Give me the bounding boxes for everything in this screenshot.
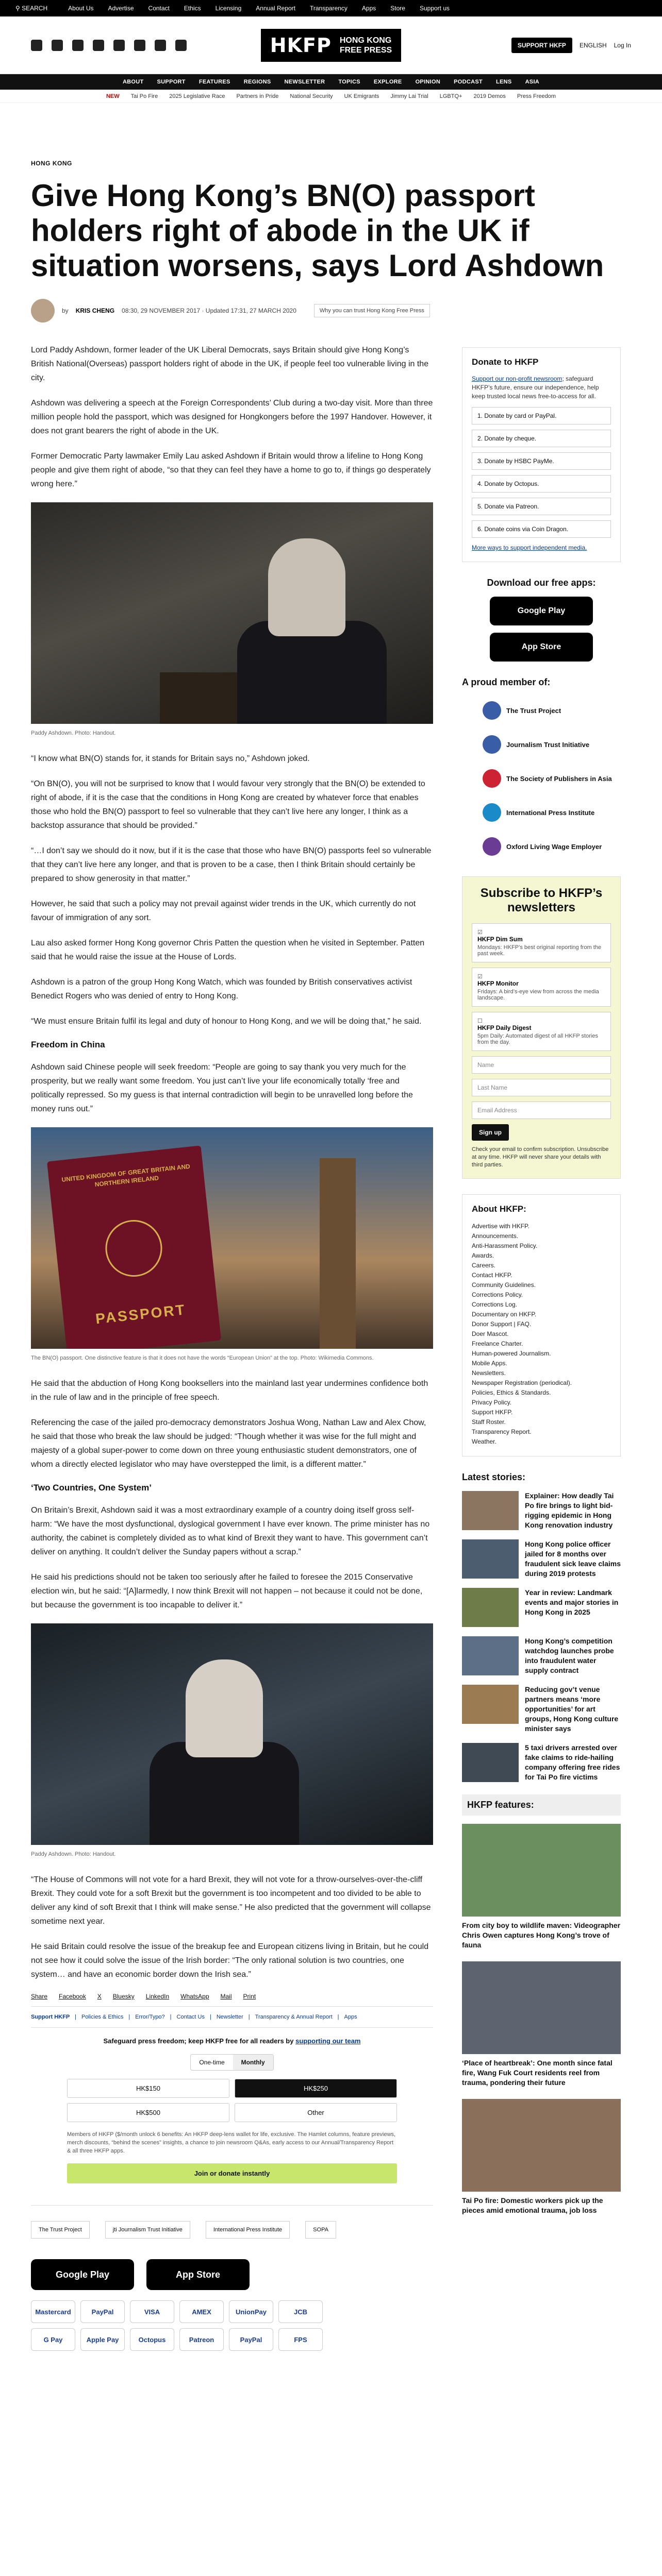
share-x[interactable]: X: [97, 1993, 102, 2000]
masthead: [0, 16, 662, 74]
story-thumbnail: [462, 1685, 519, 1724]
about-link[interactable]: Doer Mascot.: [472, 1330, 509, 1337]
latest-story[interactable]: [462, 1685, 621, 1734]
linkedin-icon[interactable]: [113, 40, 125, 51]
ashdown-photo: [31, 502, 433, 724]
paragraph: Ashdown was delivering a speech at the Foreign Correspondents’ Club during a two-day visit. More than three million people hold the passport, which was designed for Hongkongers before the 1997 Handover. However, it does not grant bearers the right of abode in the UK.: [31, 399, 433, 435]
share-bar: [31, 1993, 433, 2000]
share-print[interactable]: Print: [243, 1993, 256, 2000]
about-link[interactable]: Weather.: [472, 1438, 496, 1445]
feature-story[interactable]: [462, 2099, 621, 2215]
support-link[interactable]: Support HKFP: [31, 2014, 70, 2020]
story-title: Hong Kong’s competition watchdog launches probe into fraudulent water supply contract: [525, 1637, 614, 1674]
ashdown-photo-2: [31, 1623, 433, 1845]
top-link-about[interactable]: About Us: [68, 5, 94, 12]
trust-project-icon: [483, 701, 501, 720]
rss-icon[interactable]: [175, 40, 187, 51]
about-link[interactable]: Freelance Charter.: [472, 1340, 523, 1347]
logo-line2: FREE PRESS: [339, 45, 392, 55]
social-icons: [31, 40, 206, 51]
feature-story[interactable]: [462, 1824, 621, 1950]
donate-option[interactable]: 1. Donate by card or PayPal.: [472, 407, 611, 425]
about-link[interactable]: Donor Support | FAQ.: [472, 1320, 532, 1328]
newsletter-desc: Fridays: A bird’s-eye view from across the media landscape.: [477, 989, 599, 1001]
newsletter-fine-print: Check your email to confirm subscription. Unsubscribe at any time. HKFP will never share your details with third parties.: [472, 1146, 609, 1168]
about-link[interactable]: Community Guidelines.: [472, 1281, 536, 1289]
paragraph: “We must ensure Britain fulfil its legal and duty of honour to Hong Kong, and we will be doing that,” he said.: [31, 1017, 422, 1026]
member-logo[interactable]: [462, 798, 621, 827]
about-title: About HKFP:: [472, 1204, 526, 1214]
about-link[interactable]: Contact HKFP.: [472, 1272, 512, 1279]
story-title: Hong Kong police officer jailed for 8 months over fraudulent sick leave claims during 2019 protests: [525, 1540, 621, 1578]
paragraph: Ashdown said Chinese people will seek freedom: “People are going to say thank you very much for the prosperity, but we really want some freedom. You just can’t live your life economically totally ‘free and politically repressed. So my guess is that internal contradiction will begin to be unravelled long before the money runs out.”: [31, 1063, 413, 1113]
big-ben-shape: [320, 1158, 356, 1349]
latest-story[interactable]: [462, 1491, 621, 1530]
newsletter-option[interactable]: ☑ HKFP Monitor Fridays: A bird’s-eye view from across the media landscape.: [472, 968, 611, 1007]
about-link[interactable]: Corrections Log.: [472, 1301, 518, 1308]
newsletter-widget: [462, 876, 621, 1179]
trending-item[interactable]: Jimmy Lai Trial: [390, 93, 428, 99]
paragraph: “On BN(O), you will not be surprised to know that I would favour very strongly that the BN(O) be extended to right of abode, if it is the case that the conditions in Hong Kong are created by whatever force that enables those who hold the BN(O) passport to feel so vulnerable that they can’t live here any longer, I think as a backstop assurance that should be provided.”: [31, 779, 425, 830]
story-thumbnail: [462, 1588, 519, 1627]
sidebar-app-store-button[interactable]: App Store: [490, 633, 593, 662]
suit-shape: [150, 1742, 299, 1845]
feature-story[interactable]: [462, 1961, 621, 2088]
newsletter-option[interactable]: ☑ HKFP Dim Sum Mondays: HKFP’s best original reporting from the past week.: [472, 923, 611, 962]
trending-item[interactable]: LGBTQ+: [439, 93, 462, 99]
passport-crest: [103, 1217, 165, 1280]
feature-thumbnail: [462, 1961, 621, 2054]
paragraph: “The House of Commons will not vote for a hard Brexit, they will not vote for a throw-ourselves-over-the-cliff Brexit. They could vote for a soft Brexit but the government is too incompetent and too divided to be able to deliver any kind of soft Brexit that I think will make sense.” He also predicted that the government will collapse sometime next year.: [31, 1875, 431, 1926]
about-link[interactable]: Human-powered Journalism.: [472, 1350, 551, 1357]
paragraph: He said his predictions should not be taken too seriously after he failed to foresee the 2015 Conservative election win, but he said: “[A]larmedly, I now think Brexit will not happen – not because it could not be done, but because the government is too incapable to deliver it.”: [31, 1573, 423, 1609]
badge-sopa[interactable]: SOPA: [305, 2221, 336, 2239]
story-thumbnail: [462, 1743, 519, 1782]
top-link-contact[interactable]: Contact: [148, 5, 170, 12]
google-play-button[interactable]: Google Play: [31, 2259, 134, 2290]
paragraph: He said that the abduction of Hong Kong booksellers into the mainland last year undermines confidence both in the rule of law and in the principle of free speech.: [31, 1379, 428, 1402]
paypal-icon[interactable]: PayPal: [229, 2328, 273, 2351]
patreon-icon[interactable]: Patreon: [179, 2328, 224, 2351]
passport-shape: [47, 1145, 221, 1349]
member-logo[interactable]: [462, 730, 621, 759]
feature-thumbnail: [462, 1824, 621, 1917]
language-selector[interactable]: ENGLISH: [579, 41, 607, 49]
paragraph: He said Britain could resolve the issue of the breakup fee and European citizens living in Britain, but he could not see how it could solve the issue of the Irish border: “The only rational solution is two countries, one system… and have an economic border down the Irish sea.”: [31, 1942, 429, 1979]
frequency-one-time[interactable]: One-time: [199, 2059, 225, 2066]
sopa-icon: [483, 769, 501, 788]
paypal-icon[interactable]: PayPal: [80, 2300, 125, 2323]
latest-story[interactable]: [462, 1636, 621, 1675]
app-store-buttons: [31, 2259, 433, 2290]
member-logo[interactable]: [462, 832, 621, 861]
share-label: Share: [31, 1993, 48, 2000]
trending-item[interactable]: Press Freedom: [517, 93, 556, 99]
latest-story[interactable]: [462, 1588, 621, 1627]
member-name: International Press Institute: [506, 808, 595, 817]
newsletter-option[interactable]: ☐ HKFP Daily Digest 5pm Daily: Automated digest of all HKFP stories from the day.: [472, 1012, 611, 1051]
member-logo[interactable]: [462, 696, 621, 725]
top-link-store[interactable]: Store: [390, 5, 405, 12]
newsletter-name: HKFP Daily Digest: [477, 1024, 532, 1031]
instagram-icon[interactable]: [72, 40, 84, 51]
last-name-field[interactable]: Last Name: [472, 1079, 611, 1096]
support-link[interactable]: Error/Typo?: [135, 2014, 165, 2020]
logo-line1: HONG KONG: [339, 36, 392, 45]
story-title: Year in review: Landmark events and major stories in Hong Kong in 2025: [525, 1588, 619, 1616]
unionpay-icon[interactable]: UnionPay: [229, 2300, 273, 2323]
jti-icon: [483, 735, 501, 754]
passport-photo: [31, 1127, 433, 1349]
donate-widget-text: [472, 375, 611, 401]
youtube-icon[interactable]: [93, 40, 104, 51]
support-link[interactable]: Contact Us: [176, 2014, 205, 2020]
hkfp-logo[interactable]: [261, 29, 401, 62]
mastercard-icon[interactable]: Mastercard: [31, 2300, 75, 2323]
feature-title: From city boy to wildlife maven: Videographer Chris Owen captures Hong Kong’s trove of fauna: [462, 1921, 621, 1949]
member-title: A proud member of:: [462, 677, 551, 687]
passport-label: UNITED KINGDOM OF GREAT BRITAIN AND NORTHERN IRELAND: [61, 1162, 191, 1189]
member-logos: [462, 696, 621, 861]
donate-widget: [462, 347, 621, 562]
donate-options: [472, 407, 611, 538]
article-dates: 08:30, 29 NOVEMBER 2017 · Updated 17:31, 27 MARCH 2020: [122, 307, 296, 314]
donate-option[interactable]: 6. Donate coins via Coin Dragon.: [472, 520, 611, 538]
logo-mark: HKFP: [270, 33, 332, 57]
threads-icon[interactable]: [134, 40, 145, 51]
sidebar-google-play-button[interactable]: Google Play: [490, 597, 593, 625]
top-link-licensing[interactable]: Licensing: [215, 5, 242, 12]
paragraph: Ashdown is a patron of the group Hong Kong Watch, which was founded by British conservatives activist Benedict Rogers who was denied of entry to Hong Kong.: [31, 978, 412, 1001]
top-link-apps[interactable]: Apps: [361, 5, 376, 12]
latest-story[interactable]: [462, 1539, 621, 1579]
search-label: SEARCH: [22, 5, 48, 12]
speaker-head-shape: [186, 1659, 263, 1757]
search-link[interactable]: ⚲ SEARCH: [15, 5, 48, 12]
x-icon[interactable]: [52, 40, 63, 51]
logo-name: [340, 36, 392, 55]
support-hkfp-button[interactable]: SUPPORT HKFP: [511, 38, 572, 53]
member-name: The Trust Project: [506, 706, 561, 715]
share-facebook[interactable]: Facebook: [59, 1993, 86, 2000]
byline: [31, 299, 631, 323]
article-body: [31, 343, 433, 2351]
support-link[interactable]: Apps: [344, 2014, 357, 2020]
feature-title: Tai Po fire: Domestic workers pick up the pieces amid emotional trauma, job loss: [462, 2196, 603, 2214]
fps-icon[interactable]: FPS: [278, 2328, 323, 2351]
newsletter-title: Subscribe to HKFP’s newsletters: [480, 886, 603, 914]
support-link[interactable]: Transparency & Annual Report: [255, 2014, 333, 2020]
apple-pay-icon[interactable]: Apple Pay: [80, 2328, 125, 2351]
donate-widget-desc: ; safeguard HKFP’s future, ensure our independence, help keep trusted local news free-to-access for all.: [472, 375, 599, 400]
frequency-monthly[interactable]: Monthly: [233, 2055, 273, 2070]
about-link[interactable]: Privacy Policy.: [472, 1399, 512, 1406]
photo-caption: Paddy Ashdown. Photo: Handout.: [31, 730, 116, 736]
amount-option-other[interactable]: Other: [235, 2103, 397, 2122]
latest-list: [462, 1491, 621, 1782]
story-title: Explainer: How deadly Tai Po fire brings to light bid-rigging epidemic in Hong Kong renovation industry: [525, 1492, 614, 1529]
donate-lead-link[interactable]: supporting our team: [295, 2037, 361, 2045]
donate-option[interactable]: 3. Donate by HSBC PayMe.: [472, 452, 611, 470]
join-donate-button[interactable]: Join or donate instantly: [67, 2163, 397, 2183]
trending-item[interactable]: National Security: [290, 93, 333, 99]
trust-link[interactable]: Why you can trust Hong Kong Free Press: [314, 304, 430, 317]
paragraph: On Britain’s Brexit, Ashdown said it was a most extraordinary example of a country doing itself gross self-harm: “We have the most dysfunctional, dyslogical government I have ever known. The prime minister has no authority, the cabinet is completely divided as to what kind of Brexit they want to have. This government can’t deliver on anything. It couldn’t deliver the Sunday papers without a scrap.”: [31, 1506, 430, 1556]
ipi-icon: [483, 803, 501, 822]
nav-opinion[interactable]: OPINION: [415, 79, 441, 85]
paragraph: Lord Paddy Ashdown, former leader of the UK Liberal Democrats, says Britain should give Hong Kong’s British National(Overseas) passport holders right of abode in the UK, if people feel too vulnerable living in the city.: [31, 346, 429, 382]
trending-item[interactable]: Tai Po Fire: [130, 93, 158, 99]
donate-widget-title: Donate to HKFP: [472, 357, 539, 367]
features-title: HKFP features:: [462, 1794, 621, 1816]
about-link[interactable]: Announcements.: [472, 1232, 519, 1240]
nav-asia[interactable]: ASIA: [525, 79, 540, 85]
top-link-support[interactable]: Support us: [419, 5, 450, 12]
latest-story[interactable]: [462, 1743, 621, 1782]
speaker-head-shape: [268, 538, 345, 636]
membership-benefits: Members of HKFP ($/month unlock 6 benefits: An HKFP deep-lens wallet for life, exclusive. The Hamlet columns, feature previews, merch discounts, “behind the scenes” insights, a chance to join newsroom Q&As, early access to our Annual/Transparency Report & all three HKFP apps.: [67, 2131, 396, 2154]
octopus-icon[interactable]: Octopus: [130, 2328, 174, 2351]
story-title: Reducing gov’t venue partners means ‘more opportunities’ for art groups, Hong Kong culture minister says: [525, 1685, 619, 1733]
nav-newsletter[interactable]: NEWSLETTER: [284, 79, 325, 85]
about-link[interactable]: Documentary on HKFP.: [472, 1311, 537, 1318]
trending-item[interactable]: Partners in Pride: [236, 93, 279, 99]
share-bluesky[interactable]: Bluesky: [112, 1993, 135, 2000]
subheading: Freedom in China: [31, 1040, 105, 1049]
paragraph: “…I don’t say we should do it now, but if it is the case that those who have BN(O) passports feel so vulnerable that they can’t live here any longer, and that is proven to be a case, then I think Britain should certainly be prepared to show generosity in that matter.”: [31, 846, 432, 883]
jcb-icon[interactable]: JCB: [278, 2300, 323, 2323]
about-link[interactable]: Advertise with HKFP.: [472, 1223, 529, 1230]
about-link[interactable]: Mobile Apps.: [472, 1360, 507, 1367]
nav-features[interactable]: FEATURES: [198, 79, 230, 85]
donate-box: [31, 2027, 433, 2193]
top-bar: [0, 0, 662, 16]
article-kicker[interactable]: HONG KONG: [31, 160, 72, 167]
top-link-advertise[interactable]: Advertise: [108, 5, 134, 12]
about-link[interactable]: Awards.: [472, 1252, 494, 1259]
support-link[interactable]: Newsletter: [216, 2014, 243, 2020]
signup-button[interactable]: Sign up: [472, 1124, 509, 1141]
trending-item[interactable]: 2019 Demos: [473, 93, 506, 99]
author-avatar: [31, 299, 55, 323]
paragraph: Lau also asked former Hong Kong governor Chris Patten the question when he visited in September. Patten said that he would raise the issue at the House of Lords.: [31, 939, 425, 961]
trending-item[interactable]: UK Emigrants: [344, 93, 379, 99]
photo-caption: Paddy Ashdown. Photo: Handout.: [31, 1851, 116, 1857]
newsletter-desc: 5pm Daily: Automated digest of all HKFP stories from the day.: [477, 1033, 598, 1045]
amount-option[interactable]: HK$150: [67, 2079, 229, 2098]
author-prefix: by: [62, 307, 69, 314]
member-logo[interactable]: [462, 764, 621, 793]
top-link-transparency[interactable]: Transparency: [310, 5, 347, 12]
paragraph: Referencing the case of the jailed pro-democracy demonstrators Joshua Wong, Nathan Law and Alex Chow, he said that those who break the law should be judged: “Though whether it was wise for the full might and majesty of a global super-power to come down on three young enthusiastic student demonstrators, one of whom a directly elected legislator who may have overstepped the limit, is a different matter.”: [31, 1418, 426, 1469]
about-link[interactable]: Policies, Ethics & Standards.: [472, 1389, 551, 1396]
nav-lens[interactable]: LENS: [496, 79, 512, 85]
paragraph: Former Democratic Party lawmaker Emily Lau asked Ashdown if Britain would throw a lifeline to Hong Kong people and give them right of abode, “so that they can feel they have a home to go to, if things go desperately wrong here.”: [31, 452, 431, 488]
top-link-ethics[interactable]: Ethics: [184, 5, 201, 12]
about-link[interactable]: Corrections Policy.: [472, 1291, 523, 1298]
passport-word: PASSPORT: [94, 1301, 187, 1327]
newsletter-name: HKFP Dim Sum: [477, 936, 523, 943]
nav-topics[interactable]: TOPICS: [338, 79, 360, 85]
newsletter-desc: Mondays: HKFP’s best original reporting from the past week.: [477, 944, 602, 957]
nav-explore[interactable]: EXPLORE: [373, 79, 402, 85]
nav-support[interactable]: SUPPORT: [157, 79, 186, 85]
article-title: Give Hong Kong’s BN(O) passport holders right of abode in the UK if situation worsens, says Lord Ashdown: [31, 178, 604, 283]
name-field[interactable]: Name: [472, 1056, 611, 1074]
member-name: Journalism Trust Initiative: [506, 740, 590, 749]
amount-option-selected[interactable]: HK$250: [235, 2079, 397, 2098]
email-field[interactable]: Email Address: [472, 1101, 611, 1119]
about-link[interactable]: Newspaper Registration (periodical).: [472, 1379, 572, 1386]
about-link[interactable]: Careers.: [472, 1262, 496, 1269]
story-thumbnail: [462, 1636, 519, 1675]
paragraph: “I know what BN(O) stands for, it stands for Britain says no,” Ashdown joked.: [31, 754, 310, 763]
member-name: Oxford Living Wage Employer: [506, 842, 602, 851]
main-nav: [0, 74, 662, 90]
support-links: Support HKFP | Policies & Ethics | Error/Typo? | Contact Us | Newsletter | Transparency & Annual Report | Apps: [31, 2006, 433, 2027]
feature-title: ‘Place of heartbreak’: One month since fatal fire, Wang Fuk Court residents reel from trauma, pondering their future: [462, 2059, 613, 2087]
support-link[interactable]: Policies & Ethics: [81, 2014, 124, 2020]
about-widget: [462, 1194, 621, 1456]
about-link[interactable]: Newsletters.: [472, 1369, 506, 1377]
donate-widget-link[interactable]: Support our non-profit newsroom: [472, 375, 562, 382]
latest-title: Latest stories:: [462, 1472, 526, 1482]
facebook-icon[interactable]: [31, 40, 42, 51]
sidebar: [462, 343, 621, 2351]
nav-podcast[interactable]: PODCAST: [454, 79, 483, 85]
amex-icon[interactable]: AMEX: [179, 2300, 224, 2323]
badge-jti[interactable]: jti Journalism Trust Initiative: [105, 2221, 190, 2239]
member-name: The Society of Publishers in Asia: [506, 774, 612, 783]
share-linkedin[interactable]: LinkedIn: [145, 1993, 170, 2000]
suit-shape: [237, 621, 387, 724]
apps-title: Download our free apps:: [487, 578, 596, 588]
visa-icon[interactable]: VISA: [130, 2300, 174, 2323]
payment-methods: [31, 2300, 351, 2351]
frequency-toggle: [190, 2054, 273, 2071]
donate-option[interactable]: 4. Donate by Octopus.: [472, 475, 611, 493]
share-mail[interactable]: Mail: [220, 1993, 232, 2000]
newsletter-name: HKFP Monitor: [477, 980, 519, 987]
login-link[interactable]: Log In: [614, 41, 631, 49]
story-thumbnail: [462, 1539, 519, 1579]
more-ways-link[interactable]: More ways to support independent media.: [472, 544, 587, 551]
donate-lead: [31, 2037, 433, 2045]
trending-bar: [0, 90, 662, 103]
story-title: 5 taxi drivers arrested over fake claims to ride-hailing company offering free rides for Tai Po fire victims: [525, 1743, 620, 1781]
trending-item[interactable]: 2025 Legislative Race: [169, 93, 225, 99]
author-name[interactable]: KRIS CHENG: [75, 307, 115, 314]
subheading: ‘Two Countries, One System’: [31, 1483, 152, 1493]
story-thumbnail: [462, 1491, 519, 1530]
feature-thumbnail: [462, 2099, 621, 2192]
top-link-annual-report[interactable]: Annual Report: [256, 5, 295, 12]
google-pay-icon[interactable]: G Pay: [31, 2328, 75, 2351]
badge-ipi[interactable]: International Press Institute: [206, 2221, 290, 2239]
about-link[interactable]: Transparency Report.: [472, 1428, 532, 1435]
nav-regions[interactable]: REGIONS: [243, 79, 271, 85]
nav-about[interactable]: ABOUT: [122, 79, 144, 85]
amount-option[interactable]: HK$500: [67, 2103, 229, 2122]
donate-option[interactable]: 2. Donate by cheque.: [472, 430, 611, 447]
top-links: [68, 5, 450, 12]
paragraph: However, he said that such a policy may not prevail against wider trends in the UK, which currently do not favour of immigration of any sort.: [31, 900, 416, 922]
donate-lead-text: Safeguard press freedom; keep HKFP free for all readers by: [103, 2037, 294, 2045]
donate-option[interactable]: 5. Donate via Patreon.: [472, 498, 611, 515]
photo-caption: The BN(O) passport. One distinctive feature is that it does not have the words “European Union” at the top. Photo: Wikimedia Commons.: [31, 1355, 374, 1361]
amount-grid: [31, 2079, 433, 2122]
badge-trust-project[interactable]: The Trust Project: [31, 2221, 90, 2239]
bluesky-icon[interactable]: [155, 40, 166, 51]
about-link[interactable]: Support HKFP.: [472, 1409, 513, 1416]
footer-badges: [31, 2205, 433, 2249]
about-link[interactable]: Staff Roster.: [472, 1418, 506, 1426]
about-link[interactable]: Anti-Harassment Policy.: [472, 1242, 538, 1249]
new-badge: NEW: [106, 93, 120, 99]
share-whatsapp[interactable]: WhatsApp: [180, 1993, 209, 2000]
living-wage-icon: [483, 837, 501, 856]
app-store-button[interactable]: App Store: [146, 2259, 250, 2290]
